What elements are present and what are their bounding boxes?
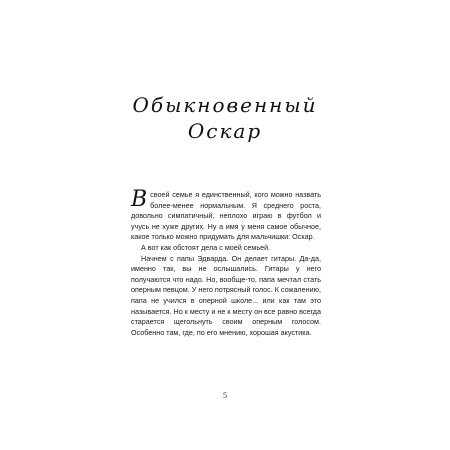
paragraph-3: Начнем с папы Эдварда. Он делает гитары. Да-да, именно так, вы не ослышались. Гитары у него получаются что надо. Но, вообще-то, папа мечтал стать оперным певцом. У него потрясный голос. К сожалению, папа не учился в оперной школе... или как там это называется. Но к месту и не к месту он все равно всегда старается щегольнуть своим оперным голосом. Особенно там, где, по его мнению, хорошая акустика. [131, 253, 321, 337]
chapter-title-line-2: Оскар [187, 119, 263, 143]
chapter-title-line-1: Обыкновенный [132, 93, 318, 117]
page-number: 5 [223, 391, 227, 400]
chapter-title [0, 92, 450, 144]
chapter-body-text [131, 187, 321, 338]
paragraph-1-text: своей семье я единственный, кого можно назвать более-менее нормальным. Я среднего роста, довольно симпатичный, неплохо играю в футбол и учусь не хуже других. Ну а имя у меня самое обычное, какое только можно придумать для мальчишки: Оскар. [131, 190, 321, 242]
paragraph-2: А вот как обстоят дела с моей семьей. [141, 242, 271, 252]
paragraph-1 [131, 187, 321, 243]
drop-cap: В [131, 187, 148, 212]
